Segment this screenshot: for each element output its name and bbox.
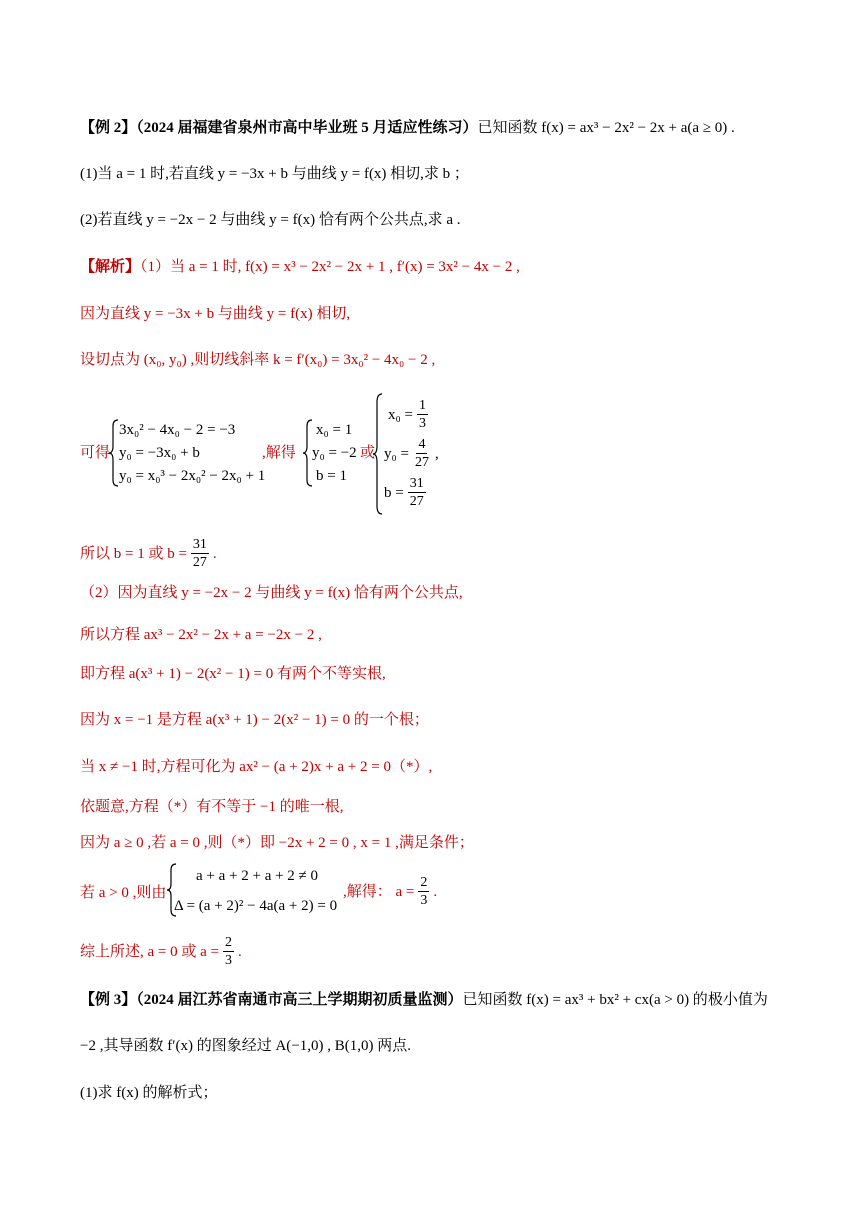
question-2: (2)若直线 y = −2x − 2 与曲线 y = f(x) 恰有两个公共点,求 a . [80,212,461,228]
huo-label: 或 [360,445,376,461]
system-3-row-2 [384,436,439,471]
fraction-31-27 [408,475,426,510]
sys3-x0-label: x₀ = [388,406,413,423]
fraction-two-thirds [418,874,429,909]
system-4-row-2: Δ = (a + 2)² − 4a(a + 2) = 0 [174,898,338,914]
question-1: (1)当 a = 1 时,若直线 y = −3x + b 与曲线 y = f(x) 相切,求 b ； [80,166,469,182]
solution-line-9: 当 x ≠ −1 时,方程可化为 ax² − (a + 2)x + a + 2 = 0（*）, [80,759,433,775]
solution-line-12-prefix: 若 a > 0 ,则由 [80,885,167,901]
system-1-row-3: y₀ = x₀³ − 2x₀² − 2x₀ + 1 [119,468,266,484]
solution-tag: 【解析】 [80,259,141,275]
frac-num: 31 [192,537,207,552]
frac-den: 27 [414,455,429,470]
example-2-source: （2024 届福建省泉州市高中毕业班 5 月适应性练习） [136,120,478,136]
fraction-four-27 [413,436,431,471]
example-3-question-1: (1)求 f(x) 的解析式； [80,1085,218,1101]
solution-line-2: 因为直线 y = −3x + b 与曲线 y = f(x) 相切, [80,306,351,322]
frac-den: 27 [192,555,207,570]
system-3-row-1 [384,397,428,432]
solution-line-4 [80,536,217,571]
frac-num: 4 [418,437,426,452]
fraction-one-third [417,397,428,432]
example-3-tag: 【例 3】 [80,992,137,1008]
example-3-stem-line-2: −2 ,其导函数 f′(x) 的图象经过 A(−1,0) , B(1,0) 两点. [80,1038,412,1054]
solution-line-1 [80,257,520,277]
frac-den: 3 [225,953,232,968]
fraction-two-thirds-final [223,934,234,969]
frac-den: 3 [418,416,426,431]
example-3-source: （2024 届江苏省南通市高三上学期期初质量监测） [136,992,463,1008]
example-2-stem: 已知函数 f(x) = ax³ − 2x² − 2x + a(a ≥ 0) . [477,120,735,136]
period: . [238,943,242,960]
fraction-b-value [191,536,209,571]
system-2-row-3: b = 1 [316,468,347,484]
summary-text: 综上所述, a = 0 或 a = [80,943,219,960]
solution-line-13 [80,934,242,969]
frac-den: 3 [420,893,428,908]
system-2-row-2: y₀ = −2 [312,445,357,461]
solution-line-8: 因为 x = −1 是方程 a(x³ + 1) − 2(x² − 1) = 0 的一个根； [80,712,429,728]
sys3-b-label: b = [384,484,404,501]
system-2-row-1: x₀ = 1 [316,422,353,438]
period: . [433,883,438,900]
solution-part1-text: （1）当 a = 1 时, f(x) = x³ − 2x² − 2x + 1 , f′(x) = 3x² − 4x − 2 , [140,259,520,275]
frac-den: 27 [409,494,424,509]
brace-system-3 [372,392,384,516]
jiede-a-text: ,解得： a = [343,883,415,900]
system-1-row-1: 3x₀² − 4x₀ − 2 = −3 [119,422,236,438]
example-3-stem: 已知函数 f(x) = ax³ + bx² + cx(a > 0) 的极小值为 [462,992,768,1008]
sys3-y0-label: y₀ = [384,445,409,462]
period: . [212,545,217,562]
kede-label: 可得 [80,445,111,461]
conclusion-b-text: 所以 b = 1 或 b = [80,545,187,562]
example-2-tag: 【例 2】 [80,120,137,136]
jiede-label: ,解得 [262,445,296,461]
frac-num: 2 [225,935,232,950]
solution-line-3: 设切点为 (x₀, y₀) ,则切线斜率 k = f′(x₀) = 3x₀² − 4x₀ − 2 , [80,352,436,368]
solution-line-6: 所以方程 ax³ − 2x² − 2x + a = −2x − 2 , [80,627,322,643]
system-1-row-2: y₀ = −3x₀ + b [119,445,200,461]
example-3-header [80,990,768,1010]
solution-line-10: 依题意,方程（*）有不等于 −1 的唯一根, [80,799,344,815]
system-4-row-1: a + a + 2 + a + 2 ≠ 0 [196,868,319,884]
solution-line-7: 即方程 a(x³ + 1) − 2(x² − 1) = 0 有两个不等实根, [80,666,386,682]
frac-num: 2 [420,875,428,890]
solution-line-5: （2）因为直线 y = −2x − 2 与曲线 y = f(x) 恰有两个公共点, [80,585,463,601]
solution-line-12-suffix [343,874,437,909]
solution-line-11: 因为 a ≥ 0 ,若 a = 0 ,则（*）即 −2x + 2 = 0 , x = 1 ,满足条件； [80,835,474,851]
frac-num: 1 [418,398,426,413]
system-3-row-3 [384,475,426,510]
sys3-trailing-comma: , [434,445,439,462]
example-2-header [80,118,735,138]
frac-num: 31 [409,476,424,491]
